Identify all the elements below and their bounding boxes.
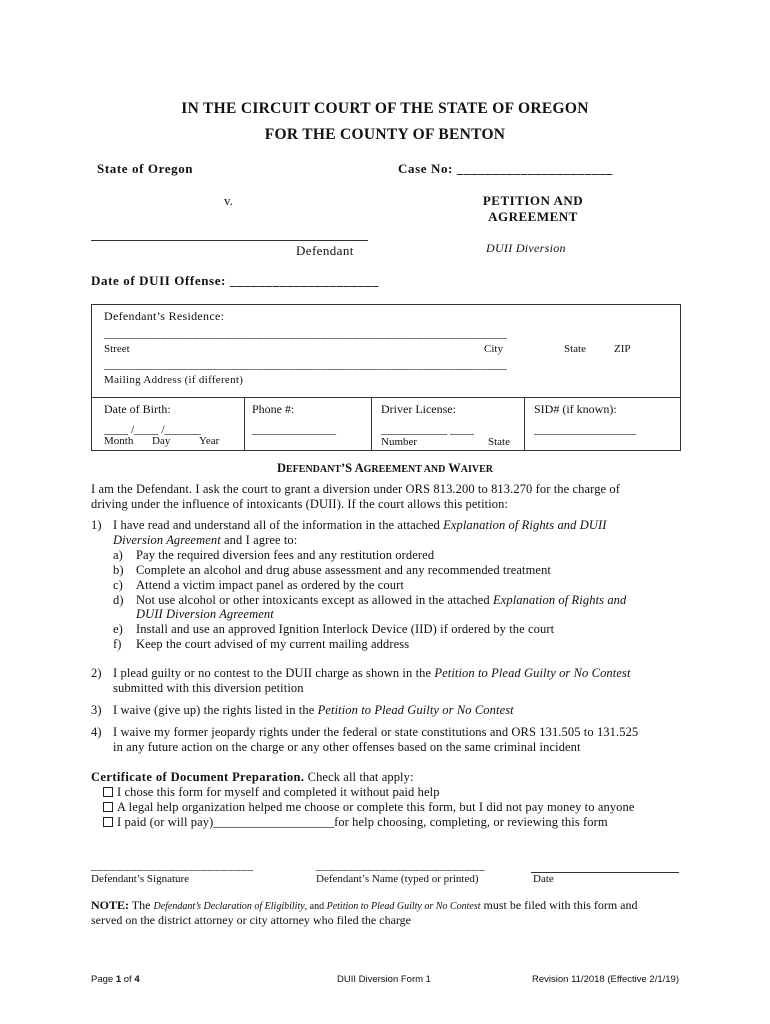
sub-b-label: b) <box>113 563 124 577</box>
county-title: FOR THE COUNTY OF BENTON <box>264 126 506 143</box>
name-label: Defendant’s Name (typed or printed) <box>316 873 479 885</box>
license-number-label: Number <box>381 436 418 448</box>
street-address-field[interactable]: _______________________________________________________________ <box>104 326 508 340</box>
item-1-text: I have read and understand all of the information in the attached Explanation of Rights and DUII <box>113 518 607 532</box>
residence-label: Defendant’s Residence: <box>104 309 225 323</box>
intro-line-1: I am the Defendant. I ask the court to grant a diversion under ORS 813.200 to 813.270 for the charge of <box>91 482 621 496</box>
phone-field[interactable]: ______________ <box>252 422 336 436</box>
sub-e-label: e) <box>113 622 123 636</box>
sub-f-text: Keep the court advised of my current mailing address <box>136 637 410 651</box>
certificate-option-2[interactable]: A legal help organization helped me choose or complete this form, but I did not pay money to anyone <box>103 800 635 815</box>
sub-d-label: d) <box>113 593 124 607</box>
dob-field[interactable]: ____ /____ /______ <box>104 422 201 436</box>
item-3-text: I waive (give up) the rights listed in the Petition to Plead Guilty or No Contest <box>113 703 514 717</box>
checkbox-icon[interactable] <box>103 817 113 827</box>
agreement-title: DEFENDANT’S AGREEMENT AND WAIVER <box>276 461 494 475</box>
phone-divider <box>371 397 372 451</box>
checkbox-icon[interactable] <box>103 787 113 797</box>
certificate-heading: Certificate of Document Preparation. Check all that apply: <box>91 770 414 784</box>
defendant-label: Defendant <box>296 243 354 258</box>
license-field[interactable]: ___________ ____ <box>381 422 474 436</box>
duii-diversion-label: DUII Diversion <box>486 241 566 255</box>
page-number: Page 1 of 4 <box>91 974 140 985</box>
petition-title-2: AGREEMENT <box>488 209 578 224</box>
day-label: Day <box>152 435 171 447</box>
item-4-line-2: in any future action on the charge or any other offenses based on the same criminal incident <box>113 740 581 754</box>
sub-f-label: f) <box>113 637 122 651</box>
license-divider <box>524 397 525 451</box>
signature-label: Defendant’s Signature <box>91 873 190 885</box>
court-title: IN THE CIRCUIT COURT OF THE STATE OF OREGON <box>181 100 589 117</box>
note-line-2: served on the district attorney or city attorney who filed the charge <box>91 913 412 927</box>
mailing-address-label: Mailing Address (if different) <box>104 374 244 386</box>
signature-field[interactable]: _________________________ <box>91 858 254 872</box>
form-name: DUII Diversion Form 1 <box>337 974 431 985</box>
dob-divider <box>244 397 245 451</box>
item-2-number: 2) <box>91 666 102 680</box>
mailing-address-field[interactable]: _______________________________________________________________ <box>104 357 508 371</box>
zip-label: ZIP <box>614 343 631 355</box>
date-label: Date <box>533 873 554 885</box>
street-label: Street <box>104 343 130 355</box>
item-2-text: I plead guilty or no contest to the DUII charge as shown in the Petition to Plead Guilty or No Contest <box>113 666 631 680</box>
sub-a-label: a) <box>113 548 123 562</box>
sub-d-line-2: DUII Diversion Agreement <box>136 607 274 621</box>
sid-label: SID# (if known): <box>534 402 617 416</box>
defendant-line[interactable] <box>91 240 368 241</box>
checkbox-icon[interactable] <box>103 802 113 812</box>
sub-c-text: Attend a victim impact panel as ordered by the court <box>136 578 404 592</box>
sub-b-text: Complete an alcohol and drug abuse assessment and any recommended treatment <box>136 563 552 577</box>
city-label: City <box>484 343 503 355</box>
sub-c-label: c) <box>113 578 123 592</box>
sub-d-text: Not use alcohol or other intoxicants except as allowed in the attached Explanation of Rights and <box>136 593 627 607</box>
license-label: Driver License: <box>381 402 456 416</box>
license-state-label: State <box>488 436 510 448</box>
item-1-number: 1) <box>91 518 102 532</box>
dob-label: Date of Birth: <box>104 402 171 416</box>
item-4-number: 4) <box>91 725 102 739</box>
sub-e-text: Install and use an approved Ignition Interlock Device (IID) if ordered by the court <box>136 622 555 636</box>
sub-a-text: Pay the required diversion fees and any restitution ordered <box>136 548 435 562</box>
item-2-line-2: submitted with this diversion petition <box>113 681 304 695</box>
item-4-text: I waive my former jeopardy rights under the federal or state constitutions and ORS 131.505 to 131.525 <box>113 725 639 739</box>
name-field[interactable]: __________________________ <box>316 858 485 872</box>
sid-field[interactable]: _________________ <box>534 422 636 436</box>
state-of-oregon: State of Oregon <box>97 161 194 176</box>
residence-divider <box>91 397 681 398</box>
versus-label: v. <box>224 193 233 208</box>
note-line-1: NOTE: The Defendant’s Declaration of Eligibility, and Petition to Plead Guilty or No Contest must be filed with this form and <box>91 898 638 912</box>
year-label: Year <box>199 435 220 447</box>
case-no-field[interactable]: Case No: ______________________ <box>398 161 614 176</box>
revision-label: Revision 11/2018 (Effective 2/1/19) <box>532 974 679 985</box>
intro-line-2: driving under the influence of intoxicants (DUII). If the court allows this petition: <box>91 497 509 511</box>
item-1-line-2: Diversion Agreement and I agree to: <box>113 533 298 547</box>
state-label: State <box>564 343 586 355</box>
item-3-number: 3) <box>91 703 102 717</box>
certificate-option-3[interactable]: I paid (or will pay)___________________for help choosing, completing, or reviewing this form <box>103 815 608 830</box>
month-label: Month <box>104 435 134 447</box>
certificate-option-1[interactable]: I chose this form for myself and completed it without paid help <box>103 785 440 800</box>
phone-label: Phone #: <box>252 402 295 416</box>
petition-title-1: PETITION AND <box>482 193 584 208</box>
date-of-offense-field[interactable]: Date of DUII Offense: _____________________ <box>91 273 379 288</box>
